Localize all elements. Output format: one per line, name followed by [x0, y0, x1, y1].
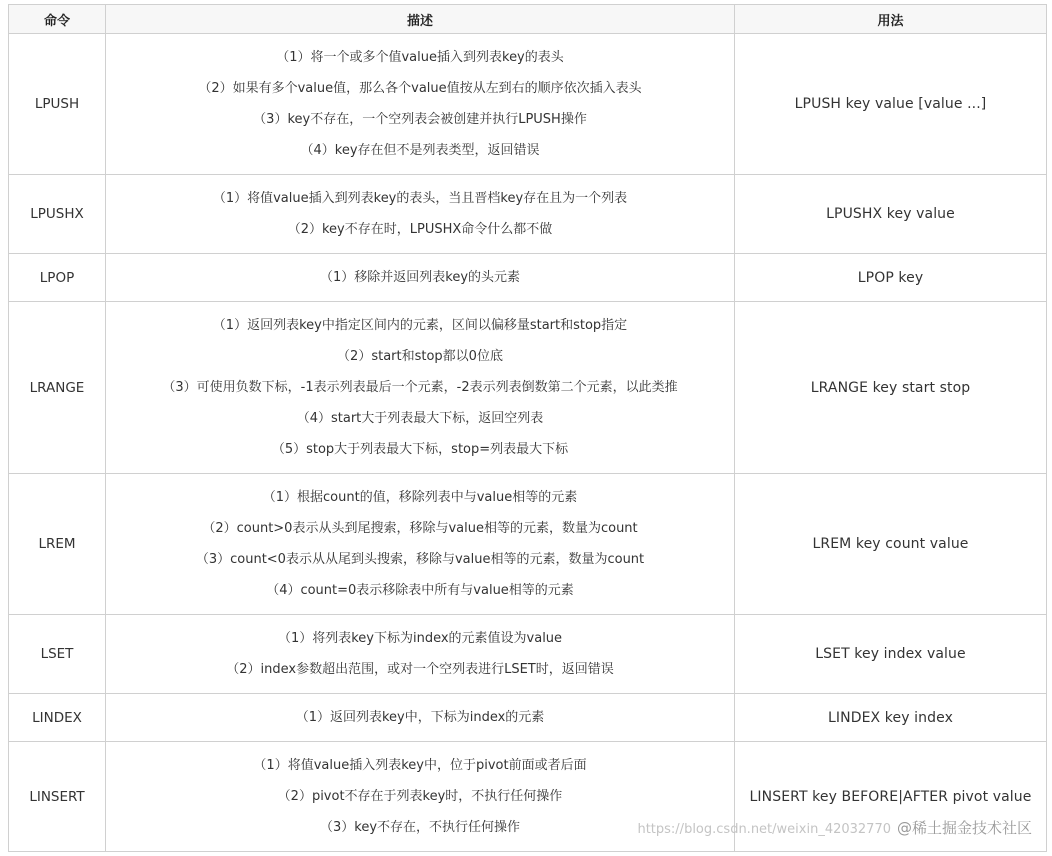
header-usage: 用法 [735, 5, 1047, 34]
usage-cell: LINSERT key BEFORE|AFTER pivot value [735, 742, 1047, 852]
description-line: （4）key存在但不是列表类型，返回错误 [300, 143, 540, 158]
description-cell [106, 474, 735, 615]
description-line: （3）key不存在，不执行任何操作 [319, 820, 521, 835]
usage-cell: LPUSHX key value [735, 175, 1047, 254]
description-cell [106, 302, 735, 474]
command-cell: LRANGE [9, 302, 106, 474]
description-line: （3）count<0表示从从尾到头搜索，移除与value相等的元素，数量为count [195, 552, 645, 567]
usage-cell: LINDEX key index [735, 694, 1047, 742]
watermark-url: https://blog.csdn.net/weixin_42032770 [637, 822, 891, 837]
description-line: （1）根据count的值，移除列表中与value相等的元素 [262, 490, 578, 505]
watermark [637, 817, 1032, 838]
description-line: （3）key不存在，一个空列表会被创建并执行LPUSH操作 [253, 112, 587, 127]
watermark-site: @稀土掘金技术社区 [896, 819, 1032, 837]
description-line: （1）移除并返回列表key的头元素 [319, 270, 521, 285]
description-cell [106, 615, 735, 694]
command-cell: LREM [9, 474, 106, 615]
table-row [9, 302, 1047, 474]
description-cell [106, 175, 735, 254]
description-line: （2）pivot不存在于列表key时，不执行任何操作 [277, 789, 563, 804]
command-cell: LPUSHX [9, 175, 106, 254]
command-cell: LINSERT [9, 742, 106, 852]
description-cell [106, 694, 735, 742]
description-cell [106, 34, 735, 175]
description-cell [106, 254, 735, 302]
description-line: （2）index参数超出范围，或对一个空列表进行LSET时，返回错误 [226, 662, 614, 677]
header-description: 描述 [106, 5, 735, 34]
description-line: （1）将列表key下标为index的元素值设为value [277, 631, 563, 646]
description-line: （5）stop大于列表最大下标，stop=列表最大下标 [271, 442, 569, 457]
usage-cell: LPUSH key value [value ...] [735, 34, 1047, 175]
redis-list-commands-table [8, 4, 1047, 852]
usage-cell: LRANGE key start stop [735, 302, 1047, 474]
command-cell: LPOP [9, 254, 106, 302]
table-row [9, 694, 1047, 742]
description-line: （1）将一个或多个值value插入到列表key的表头 [276, 50, 564, 65]
table-row [9, 254, 1047, 302]
description-line: （2）key不存在时，LPUSHX命令什么都不做 [287, 222, 553, 237]
description-line: （2）start和stop都以0位底 [337, 349, 503, 364]
usage-cell: LPOP key [735, 254, 1047, 302]
description-line: （3）可使用负数下标，-1表示列表最后一个元素，-2表示列表倒数第二个元素，以此类推 [162, 380, 678, 395]
description-line: （1）返回列表key中指定区间内的元素，区间以偏移量start和stop指定 [212, 318, 628, 333]
description-line: （4）start大于列表最大下标，返回空列表 [296, 411, 544, 426]
table-row [9, 34, 1047, 175]
table-header-row [9, 5, 1047, 34]
command-cell: LPUSH [9, 34, 106, 175]
table-row [9, 474, 1047, 615]
description-line: （1）将值value插入列表key中，位于pivot前面或者后面 [253, 758, 587, 773]
header-command: 命令 [9, 5, 106, 34]
description-line: （2）count>0表示从头到尾搜索，移除与value相等的元素，数量为count [202, 521, 638, 536]
table-row [9, 175, 1047, 254]
command-cell: LINDEX [9, 694, 106, 742]
description-line: （1）返回列表key中，下标为index的元素 [295, 710, 545, 725]
command-cell: LSET [9, 615, 106, 694]
description-line: （2）如果有多个value值，那么各个value值按从左到右的顺序依次插入表头 [198, 81, 642, 96]
description-line: （4）count=0表示移除表中所有与value相等的元素 [266, 583, 574, 598]
usage-cell: LSET key index value [735, 615, 1047, 694]
usage-cell: LREM key count value [735, 474, 1047, 615]
description-line: （1）将值value插入到列表key的表头，当且晋档key存在且为一个列表 [212, 191, 628, 206]
table-row [9, 615, 1047, 694]
